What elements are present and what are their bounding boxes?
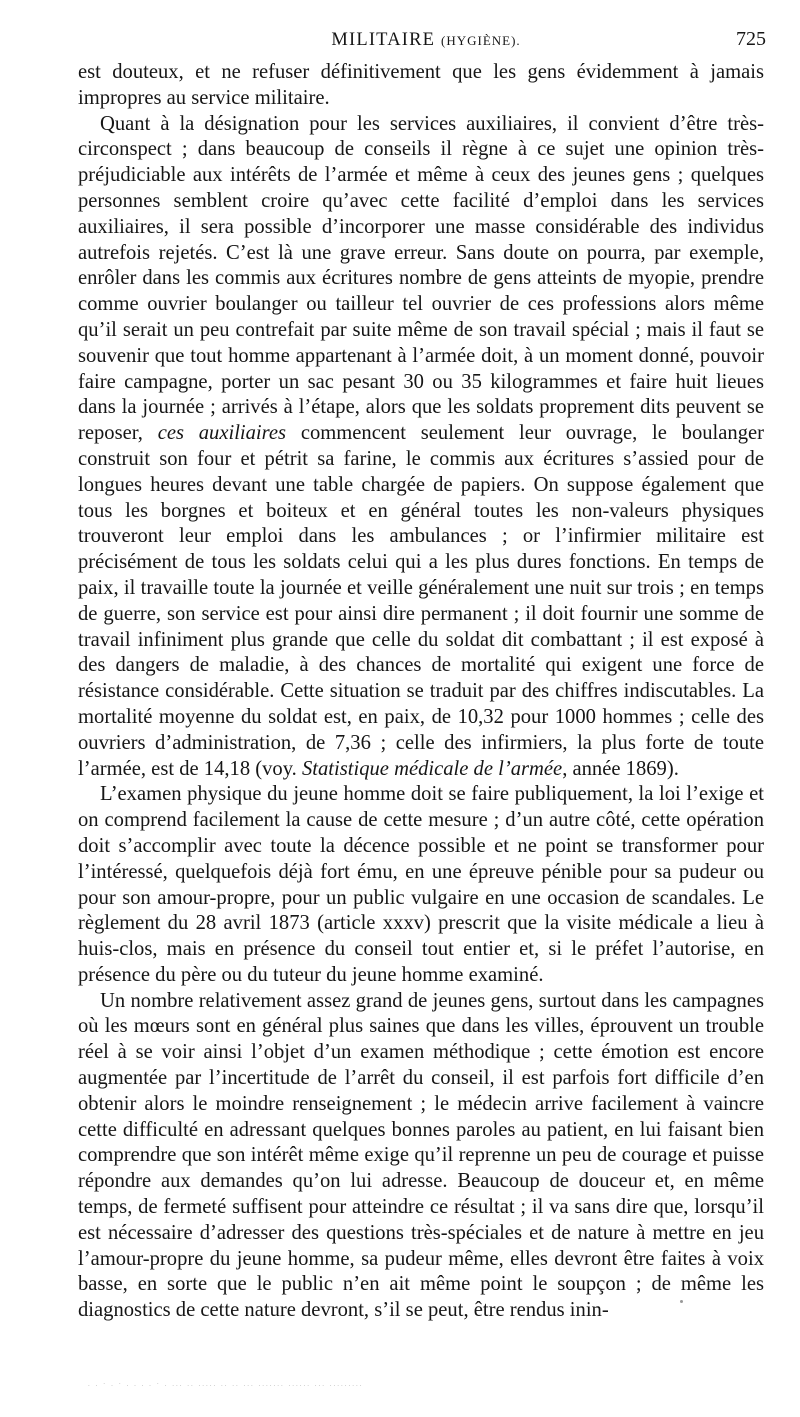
paragraph-text: Un nombre relativement assez grand de jeunes gens, surtout dans les campagnes où les mœurs sont en général plus saines que dans les villes, éprouvent un trouble réel à se voir ainsi l’objet d’un examen méthodique ; cette émotion est encore augmentée par l’incertitude de l’arrêt du conseil, il est parfois fort difficile d’en obtenir alors le moindre renseignement ; le médecin arrive facilement à vaincre cette difficulté en adressant quelques bonnes paroles au patient, en lui faisant bien comprendre que son intérêt même exige qu’il reprenne un peu de courage et puisse répondre aux demandes qu’on lui adresse. Beaucoup de douceur et, en même temps, de fermeté suffisent pour atteindre ce résultat ; il va sans dire que, lorsqu’il est nécessaire d’adresser des questions très-spéciales et de nature à mettre en jeu l’amour-propre du jeune homme, sa pudeur même, elles devront être faites à voix basse, en sorte que le public n’en ait même point le soupçon ; de même les diagnostics de cette nature devront, s’il se peut, être rendus inin- [78,989,764,1322]
running-header [78,26,764,60]
paragraph-text: L’examen physique du jeune homme doit se faire publiquement, la loi l’exige et on comprend facilement la cause de cette mesure ; d’un autre côté, cette opération doit s’accomplir avec toute la décence possible et ne point se transformer pour l’intéressé, quelquefois déjà fort ému, en une épreuve pénible pour sa pudeur ou pour son amour-propre, pour un public vulgaire en une occasion de scandales. Le règlement du 28 avril 1873 (article xxxv) prescrit que la visite médicale a lieu à huis-clos, mais en présence du conseil tout entier et, si le préfet l’autorise, en présence du père ou du tuteur du jeune homme examiné. [78,783,764,986]
book-page [78,26,764,1324]
running-title-sub: (HYGIÈNE). [441,33,521,48]
italic-phrase: ces auxiliaires [157,422,287,445]
running-title-main: MILITAIRE [331,30,436,50]
paragraph-text: commencent seulement leur ouvrage, le boulanger construit son four et pétrit sa farine, le commis aux écritures s’assied pour de longues heures devant une table chargée de papiers. On suppose également que tous les borgnes et boiteux et en général toutes les non-valeurs physiques trouveront leur emploi dans les ambulances ; or l’infirmier militaire est précisément de tous les soldats celui qui a les plus dures fonctions. En temps de paix, il travaille toute la journée et veille généralement une nuit sur trois ; en temps de guerre, son service est pour ainsi dire permanent ; il doit fournir une somme de travail infiniment plus grande que celle du soldat dit combattant ; il est exposé à des dangers de maladie, à des chances de mortalité qui exigent une force de résistance considérable. Cette situation se traduit par des chiffres indiscutables. La mortalité moyenne du soldat est, en paix, de 10,32 pour 1000 hommes ; celle des ouvriers d’administration, de 7,36 ; celle des infirmiers, la plus forte de toute l’armée, est de 14,18 (voy. [78,422,764,780]
body-text [78,60,764,1324]
page-number: 725 [736,28,766,50]
cited-work-title: Statistique médicale de l’armée [301,757,563,780]
paragraph-physical-exam [78,782,764,988]
paragraph-auxiliary-services [78,112,764,783]
running-title [78,30,764,51]
paragraph-text: , année 1869). [562,757,679,780]
paragraph-text: est douteux, et ne refuser définitivement que les gens évidemment à jamais impropres au service militaire. [78,61,764,109]
print-speck [680,1300,683,1303]
paragraph-text: Quant à la désignation pour les services auxiliaires, il convient d’être très-circonspect ; dans beaucoup de conseils il règne à ce sujet une opinion très-préjudiciable aux intérêts de l’armée et même à ceux des jeunes gens ; quelques personnes semblent croire qu’avec cette facilité d’emploi dans les services auxiliaires, il sera possible d’incorporer une masse considérable des individus autrefois rejetés. C’est là une grave erreur. Sans doute on pourra, par exemple, enrôler dans les commis aux écritures nombre de gens atteints de myopie, prendre comme ouvrier boulanger ou tailleur tel ouvrier de ces professions alors même qu’il serait un peu contrefait par suite même de son travail spécial ; mais il faut se souvenir que tout homme appartenant à l’armée doit, à un moment donné, pouvoir faire campagne, porter un sac pesant 30 ou 35 kilogrammes et faire huit lieues dans la journée ; arrivés à l’étape, alors que les soldats proprement dits peuvent se reposer, [78,112,764,445]
paragraph-young-men [78,989,764,1324]
scan-noise-footer: . . · . · . . . . · . ... .. ..... .. .. ... ....... ...... ... ......... [88,1380,364,1388]
paragraph-continuation [78,60,764,112]
